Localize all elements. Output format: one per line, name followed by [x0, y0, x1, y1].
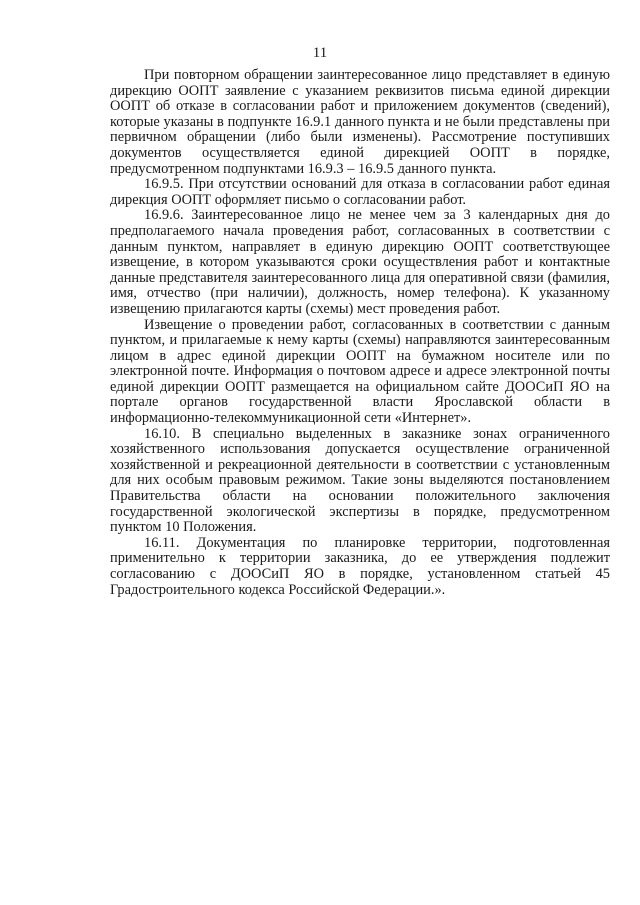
paragraph-notice: Извещение о проведении работ, согласованных в соответствии с данным пунктом, и прилагаемые к нему карты (схемы) направляются заинтересованным лицом в адрес единой дирекции ООПТ на бумажном носителе или по электронной почте. Информация о почтовом адресе и адресе электронной почты единой дирекции ООПТ размещается на официальном сайте ДООСиП ЯО на портале органов государственной власти Ярославской области в информационно-телекоммуникационной сети «Интернет».: [110, 316, 610, 427]
paragraph-16-10: 16.10. В специально выделенных в заказнике зонах ограниченного хозяйственного использования допускается осуществление ограниченной хозяйственной и рекреационной деятельности в соответствии с установленным для них особым правовым режимом. Такие зоны выделяются постановлением Правительства области на основании положительного заключения государственной экологической экспертизы в порядке, предусмотренном пунктом 10 Положения.: [110, 425, 610, 536]
page-number: 11: [312, 45, 328, 61]
paragraph-repeat-application: При повторном обращении заинтересованное лицо представляет в единую дирекцию ООПТ заявление с указанием реквизитов письма единой дирекции ООПТ об отказе в согласовании работ и приложением документов (сведений), которые указаны в подпункте 16.9.1 данного пункта и не были представлены при первичном обращении (либо были изменены). Рассмотрение поступивших документов осуществляется единой дирекцией ООПТ в порядке, предусмотренном подпунктами 16.9.3 – 16.9.5 данного пункта.: [110, 67, 610, 177]
paragraph-16-11: 16.11. Документация по планировке территории, подготовленная применительно к территории заказника, до ее утверждения подлежит согласованию с ДООСиП ЯО в порядке, установленном статьей 45 Градостроительного кодекса Российской Федерации.».: [110, 534, 610, 598]
paragraph-16-9-6: 16.9.6. Заинтересованное лицо не менее чем за 3 календарных дня до предполагаемого начала проведения работ, согласованных в соответствии с данным пунктом, направляет в единую дирекцию ООПТ соответствующее извещение, в котором указываются сроки осуществления работ и контактные данные представителя заинтересованного лица для оперативной связи (фамилия, имя, отчество (при наличии), должность, номер телефона). К указанному извещению прилагаются карты (схемы) мест проведения работ.: [110, 207, 610, 317]
paragraph-16-9-5: 16.9.5. При отсутствии оснований для отказа в согласовании работ единая дирекция ООПТ оформляет письмо о согласовании работ.: [110, 176, 610, 208]
document-body: [110, 68, 610, 598]
